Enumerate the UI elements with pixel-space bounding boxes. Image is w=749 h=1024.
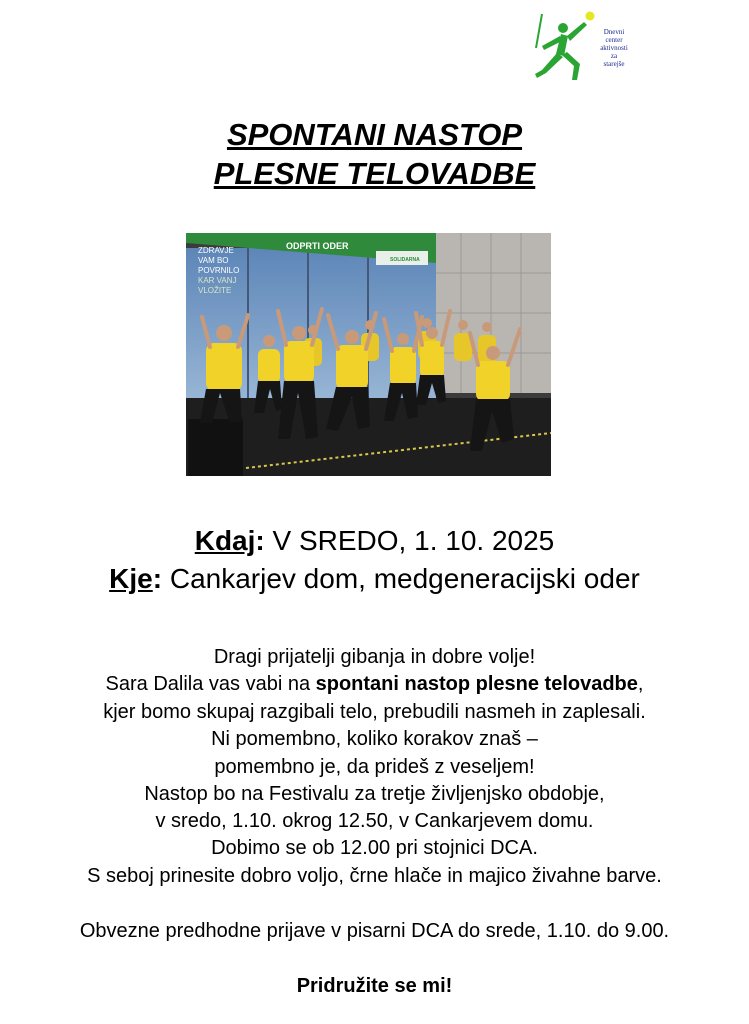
body-line-2-post: , <box>637 673 644 695</box>
body-line-2-bold: spontani nastop plesne telovadbe <box>315 673 638 695</box>
body-line-5: pomembno je, da prideš z veseljem! <box>214 756 535 778</box>
location-label: Kje <box>109 563 153 594</box>
logo-text: Dnevni center aktivnosti za starejše <box>600 28 628 68</box>
body-line-7: v sredo, 1.10. okrog 12.50, v Cankarjevem domu. <box>155 810 594 832</box>
dance-photo <box>186 233 551 476</box>
date-label: Kdaj <box>194 525 256 556</box>
date-label-colon: : <box>255 525 265 556</box>
slogan-line-1: ZDRAVJE <box>198 246 234 255</box>
body-line-1: Dragi prijatelji gibanja in dobre volje! <box>213 646 536 668</box>
body-line-2-pre: Sara Dalila vas vabi na <box>105 673 316 695</box>
event-location <box>0 562 749 596</box>
body-line-4: Ni pomembno, koliko korakov znaš – <box>211 728 538 750</box>
body-line-8: Dobimo se ob 12.00 pri stojnici DCA. <box>211 837 538 859</box>
title-line-2: PLESNE TELOVADBE <box>213 156 536 191</box>
slogan-line-2: VAM BO <box>198 256 229 265</box>
dca-logo <box>530 10 630 84</box>
date-value: V SREDO, 1. 10. 2025 <box>264 525 555 556</box>
closing-line: Pridružite se mi! <box>296 975 453 997</box>
stage-banner-text: ODPRTI ODER <box>286 241 349 251</box>
body-line-9: S seboj prinesite dobro voljo, črne hlače in majico živahne barve. <box>87 865 662 887</box>
body-line-6: Nastop bo na Festivalu za tretje življenjsko obdobje, <box>144 783 605 805</box>
slogan-line-5: VLOŽITE <box>198 286 232 295</box>
location-label-colon: : <box>152 563 163 594</box>
body-line-3: kjer bomo skupaj razgibali telo, prebudili nasmeh in zaplesali. <box>103 701 646 723</box>
location-value: Cankarjev dom, medgeneracijski oder <box>162 563 640 594</box>
title-line-1: SPONTANI NASTOP <box>226 117 523 152</box>
slogan-line-3: POVRNILO <box>198 266 240 275</box>
registration-note: Obvezne predhodne prijave v pisarni DCA do srede, 1.10. do 9.00. <box>79 920 670 942</box>
slogan-line-4: KAR VANJ <box>198 276 237 285</box>
sponsor-text: SOLIDARNA <box>390 257 420 263</box>
event-date <box>0 524 749 558</box>
body-line-2 <box>0 672 749 697</box>
